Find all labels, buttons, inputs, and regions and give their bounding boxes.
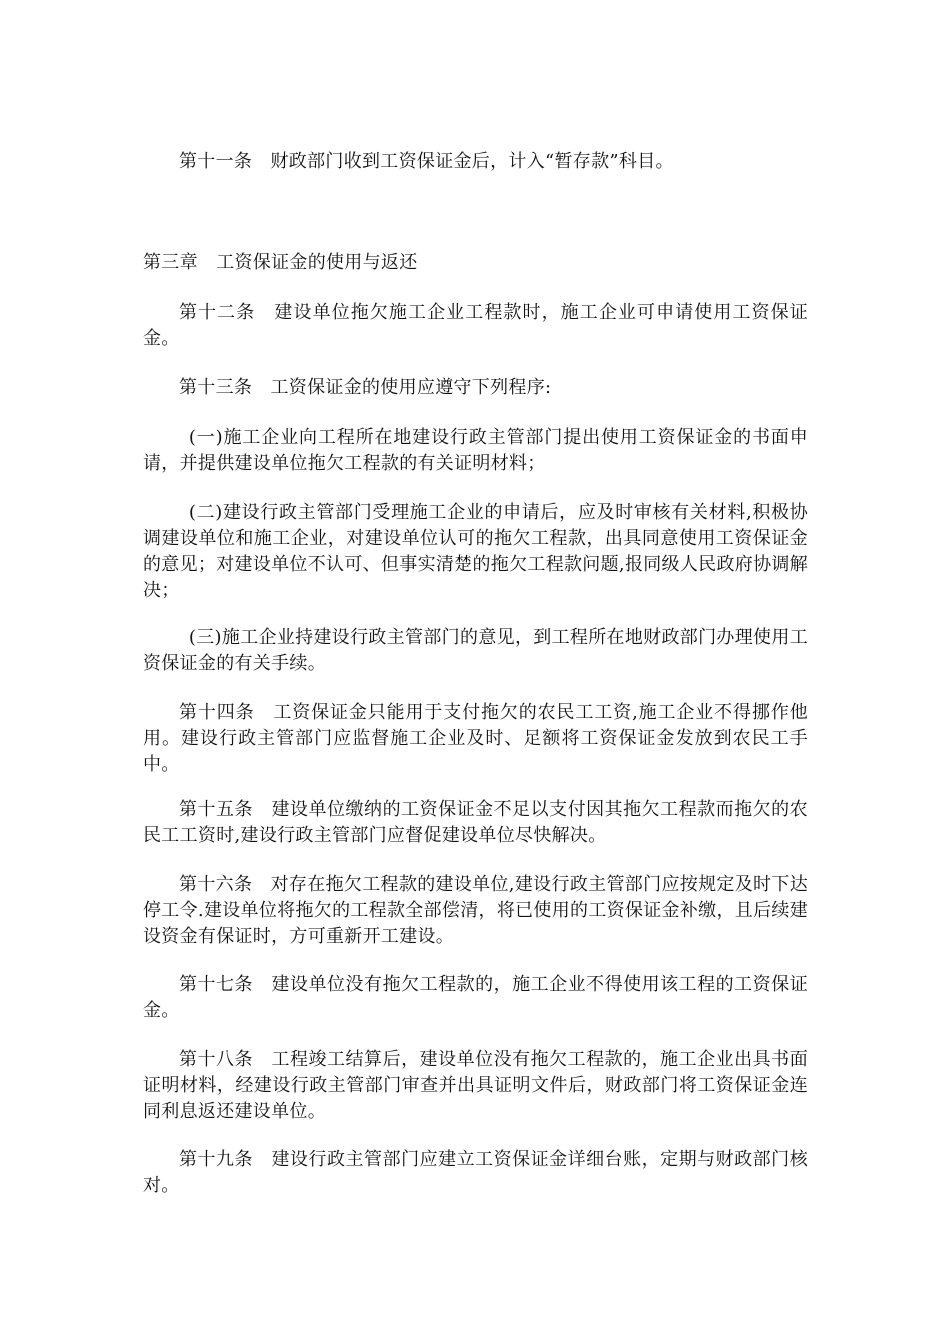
article-17: 第十七条 建设单位没有拖欠工程款的，施工企业不得使用该工程的工资保证金。 (143, 974, 808, 1021)
article-13: 第十三条 工资保证金的使用应遵守下列程序: (179, 377, 552, 398)
article-15: 第十五条 建设单位缴纳的工资保证金不足以支付因其拖欠工程款而拖欠的农民工工资时,建设行政主管部门应督促建设单位尽快解决。 (143, 799, 808, 846)
article-13-item-2: (二)建设行政主管部门受理施工企业的申请后，应及时审核有关材料,积极协调建设单位和施工企业，对建设单位认可的拖欠工程款，出具同意使用工资保证金的意见；对建设单位不认可、但事实清楚的拖欠工程款问题,报同级人民政府协调解决； (143, 502, 808, 601)
article-13-item-3: (三)施工企业持建设行政主管部门的意见，到工程所在地财政部门办理使用工资保证金的有关手续。 (143, 627, 808, 674)
chapter-heading: 第三章 工资保证金的使用与返还 (143, 252, 418, 273)
article-13-item-1: (一)施工企业向工程所在地建设行政主管部门提出使用工资保证金的书面申请，并提供建设单位拖欠工程款的有关证明材料； (143, 427, 808, 474)
article-19: 第十九条 建设行政主管部门应建立工资保证金详细台账，定期与财政部门核对。 (143, 1149, 808, 1196)
article-16: 第十六条 对存在拖欠工程款的建设单位,建设行政主管部门应按规定及时下达停工令.建设单位将拖欠的工程款全部偿清，将已使用的工资保证金补缴，且后续建设资金有保证时，方可重新开工建设。 (143, 874, 808, 947)
article-12: 第十二条 建设单位拖欠施工企业工程款时，施工企业可申请使用工资保证金。 (143, 302, 808, 349)
article-18: 第十八条 工程竣工结算后，建设单位没有拖欠工程款的，施工企业出具书面证明材料，经建设行政主管部门审查并出具证明文件后，财政部门将工资保证金连同利息返还建设单位。 (143, 1049, 808, 1122)
article-11: 第十一条 财政部门收到工资保证金后，计入“暂存款”科目。 (179, 151, 674, 172)
article-14: 第十四条 工资保证金只能用于支付拖欠的农民工工资,施工企业不得挪作他用。建设行政主管部门应监督施工企业及时、足额将工资保证金发放到农民工手中。 (143, 702, 808, 775)
